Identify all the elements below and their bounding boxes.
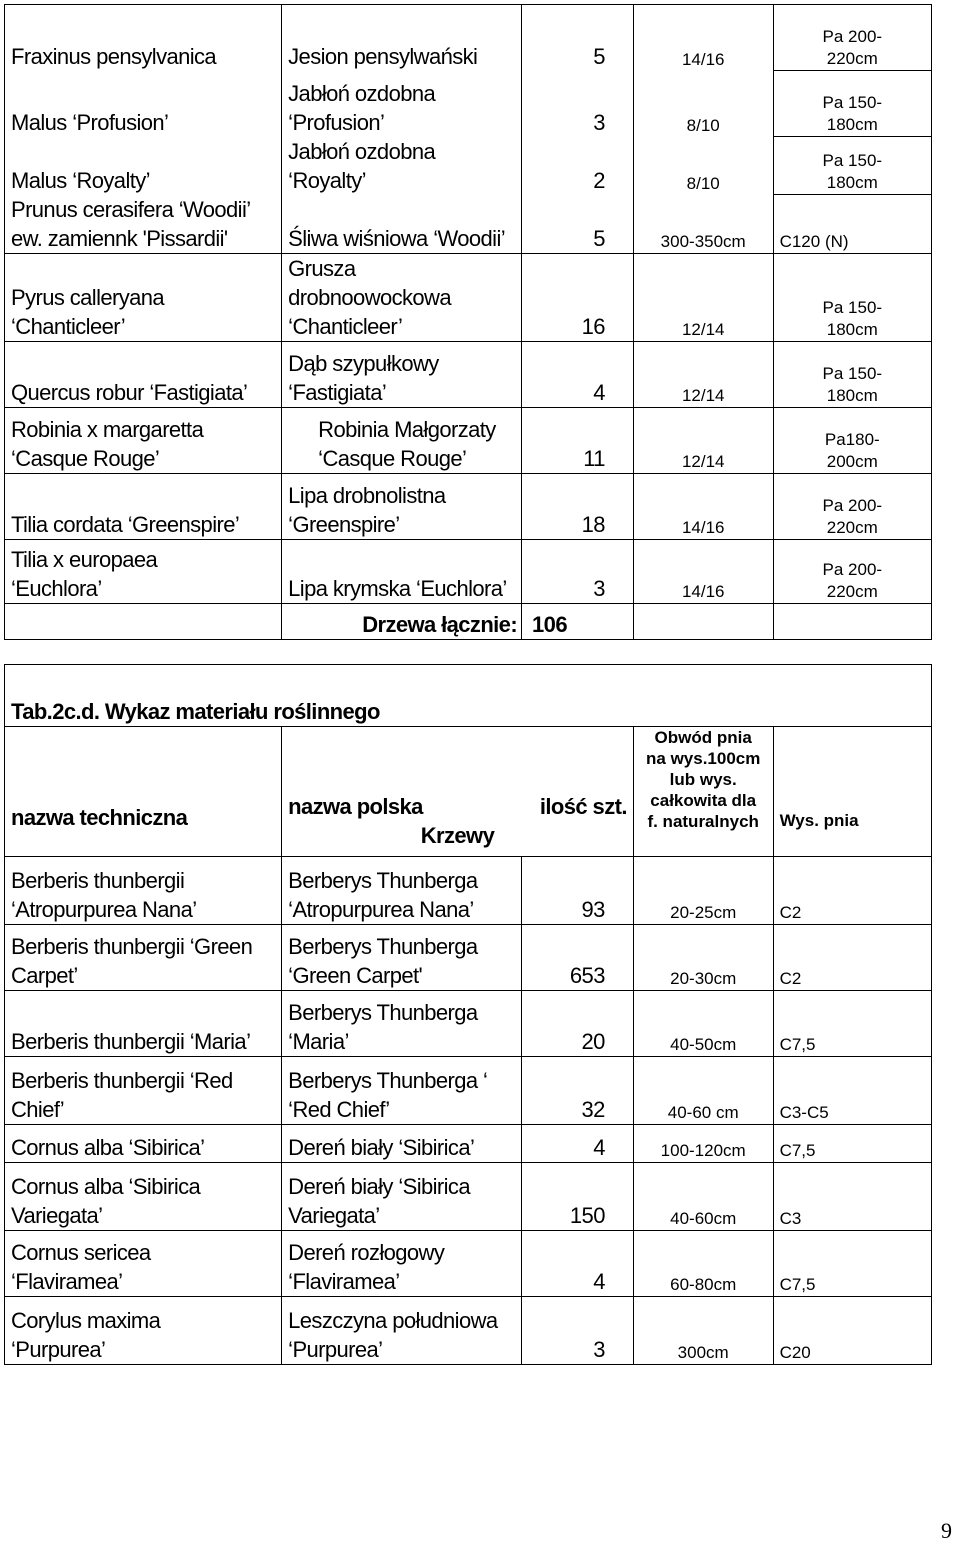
table-row — [5, 341, 932, 407]
trees-table — [4, 4, 932, 640]
tree-quantity: 5 — [522, 5, 634, 71]
table-row — [5, 925, 932, 991]
table-row — [5, 1163, 932, 1231]
shrub-polish-name: Leszczyna południowa ‘Purpurea’ — [282, 1297, 522, 1365]
tree-polish-name: Śliwa wiśniowa ‘Woodii’ — [282, 195, 522, 254]
shrub-tech-name: Berberis thunbergii ‘Red Chief’ — [5, 1057, 282, 1125]
shrub-height: C2 — [773, 925, 931, 991]
shrub-tech-name: Corylus maxima ‘Purpurea’ — [5, 1297, 282, 1365]
tree-height: Pa 150- 180cm — [773, 71, 931, 137]
shrub-girth: 100-120cm — [633, 1125, 773, 1163]
table-row — [5, 137, 932, 195]
tree-height: Pa 150- 180cm — [773, 253, 931, 341]
shrub-height: C7,5 — [773, 1231, 931, 1297]
shrub-height: C3 — [773, 1163, 931, 1231]
tree-quantity: 3 — [522, 71, 634, 137]
shrub-quantity: 3 — [522, 1297, 634, 1365]
table-caption-row — [5, 665, 932, 727]
table-header-row — [5, 727, 932, 857]
tree-quantity: 18 — [522, 473, 634, 539]
tree-tech-name: Pyrus calleryana ‘Chanticleer’ — [5, 253, 282, 341]
total-row — [5, 603, 932, 639]
table-row — [5, 539, 932, 603]
tree-height: Pa 200- 220cm — [773, 5, 931, 71]
header-tech-name: nazwa techniczna — [5, 727, 282, 857]
shrub-quantity: 4 — [522, 1231, 634, 1297]
tree-girth: 14/16 — [633, 473, 773, 539]
tree-polish-name: Jabłoń ozdobna ‘Profusion’ — [282, 71, 522, 137]
shrub-quantity: 93 — [522, 857, 634, 925]
tree-girth: 14/16 — [633, 5, 773, 71]
tree-tech-name: Malus ‘Royalty’ — [5, 137, 282, 195]
shrub-quantity: 653 — [522, 925, 634, 991]
shrub-polish-name: Berberys Thunberga ‘Atropurpurea Nana’ — [282, 857, 522, 925]
tree-tech-name: Quercus robur ‘Fastigiata’ — [5, 341, 282, 407]
tree-girth: 12/14 — [633, 407, 773, 473]
tree-height: C120 (N) — [773, 195, 931, 254]
tree-girth: 12/14 — [633, 341, 773, 407]
tree-polish-name: Robinia Małgorzaty ‘Casque Rouge’ — [282, 407, 522, 473]
shrub-girth: 40-50cm — [633, 991, 773, 1057]
tree-quantity: 4 — [522, 341, 634, 407]
tree-tech-name: Tilia x europaea ‘Euchlora’ — [5, 539, 282, 603]
header-trunk-girth: Obwód pnia na wys.100cm lub wys. całkowita dla f. naturalnych — [633, 727, 773, 857]
tree-polish-name: Grusza drobnoowockowa ‘Chanticleer’ — [282, 253, 522, 341]
total-empty-cell — [773, 603, 931, 639]
shrub-quantity: 4 — [522, 1125, 634, 1163]
tree-girth: 12/14 — [633, 253, 773, 341]
page-number: 9 — [941, 1518, 952, 1543]
tree-quantity: 3 — [522, 539, 634, 603]
tree-tech-name: Malus ‘Profusion’ — [5, 71, 282, 137]
shrub-girth: 20-30cm — [633, 925, 773, 991]
shrub-polish-name: Berberys Thunberga ‘ ‘Red Chief’ — [282, 1057, 522, 1125]
table-row — [5, 991, 932, 1057]
table-row — [5, 1125, 932, 1163]
tree-height: Pa 200- 220cm — [773, 539, 931, 603]
header-trunk-height: Wys. pnia — [773, 727, 931, 857]
shrub-quantity: 32 — [522, 1057, 634, 1125]
shrub-height: C7,5 — [773, 1125, 931, 1163]
table-row — [5, 407, 932, 473]
shrub-quantity: 20 — [522, 991, 634, 1057]
shrub-polish-name: Berberys Thunberga ‘Green Carpet' — [282, 925, 522, 991]
tree-polish-name: Jabłoń ozdobna ‘Royalty’ — [282, 137, 522, 195]
header-pl-name: nazwa polska — [288, 794, 423, 819]
header-pl-qty — [282, 727, 634, 857]
shrub-girth: 40-60 cm — [633, 1057, 773, 1125]
total-value: 106 — [522, 603, 634, 639]
table-row — [5, 5, 932, 71]
tree-height: Pa 150- 180cm — [773, 137, 931, 195]
tree-quantity: 11 — [522, 407, 634, 473]
section-label: Krzewy — [420, 823, 495, 848]
trees-table-body — [5, 5, 932, 640]
tree-girth: 8/10 — [633, 137, 773, 195]
shrub-height: C20 — [773, 1297, 931, 1365]
shrub-polish-name: Dereń rozłogowy ‘Flaviramea’ — [282, 1231, 522, 1297]
total-label: Drzewa łącznie: — [282, 603, 522, 639]
shrub-height: C2 — [773, 857, 931, 925]
tree-girth: 14/16 — [633, 539, 773, 603]
tree-polish-name: Jesion pensylwański — [282, 5, 522, 71]
table-row — [5, 473, 932, 539]
total-empty-cell — [5, 603, 282, 639]
tree-polish-name: Dąb szypułkowy ‘Fastigiata’ — [282, 341, 522, 407]
table-row — [5, 195, 932, 254]
shrub-height: C3-C5 — [773, 1057, 931, 1125]
shrub-girth: 60-80cm — [633, 1231, 773, 1297]
header-qty: ilość szt. — [539, 794, 627, 819]
table-row — [5, 71, 932, 137]
shrub-tech-name: Cornus sericea ‘Flaviramea’ — [5, 1231, 282, 1297]
shrub-tech-name: Cornus alba ‘Sibirica Variegata’ — [5, 1163, 282, 1231]
tree-tech-name: Robinia x margaretta ‘Casque Rouge’ — [5, 407, 282, 473]
tree-quantity: 16 — [522, 253, 634, 341]
shrub-polish-name: Dereń biały ‘Sibirica’ — [282, 1125, 522, 1163]
shrub-quantity: 150 — [522, 1163, 634, 1231]
tree-polish-name: Lipa drobnolistna ‘Greenspire’ — [282, 473, 522, 539]
tree-tech-name: Tilia cordata ‘Greenspire’ — [5, 473, 282, 539]
table-row — [5, 1297, 932, 1365]
shrub-tech-name: Berberis thunbergii ‘Green Carpet’ — [5, 925, 282, 991]
tree-girth: 300-350cm — [633, 195, 773, 254]
shrub-polish-name: Dereń biały ‘Sibirica Variegata’ — [282, 1163, 522, 1231]
tree-girth: 8/10 — [633, 71, 773, 137]
shrub-girth: 300cm — [633, 1297, 773, 1365]
tree-quantity: 5 — [522, 195, 634, 254]
table-caption: Tab.2c.d. Wykaz materiału roślinnego — [5, 665, 932, 727]
tree-tech-name: Fraxinus pensylvanica — [5, 5, 282, 71]
shrub-tech-name: Berberis thunbergii ‘Maria’ — [5, 991, 282, 1057]
table-row — [5, 857, 932, 925]
tree-height: Pa 200- 220cm — [773, 473, 931, 539]
table-row — [5, 1057, 932, 1125]
tree-height: Pa180- 200cm — [773, 407, 931, 473]
shrub-girth: 40-60cm — [633, 1163, 773, 1231]
shrubs-table-body — [5, 665, 932, 1365]
shrub-tech-name: Berberis thunbergii ‘Atropurpurea Nana’ — [5, 857, 282, 925]
shrubs-table — [4, 664, 932, 1365]
tree-polish-name: Lipa krymska ‘Euchlora’ — [282, 539, 522, 603]
shrub-girth: 20-25cm — [633, 857, 773, 925]
table-row — [5, 1231, 932, 1297]
shrub-tech-name: Cornus alba ‘Sibirica’ — [5, 1125, 282, 1163]
tree-height: Pa 150- 180cm — [773, 341, 931, 407]
tree-quantity: 2 — [522, 137, 634, 195]
table-row — [5, 253, 932, 341]
shrub-polish-name: Berberys Thunberga ‘Maria’ — [282, 991, 522, 1057]
total-empty-cell — [633, 603, 773, 639]
shrub-height: C7,5 — [773, 991, 931, 1057]
tree-tech-name: Prunus cerasifera ‘Woodii’ ew. zamiennk 'Pissardii' — [5, 195, 282, 254]
